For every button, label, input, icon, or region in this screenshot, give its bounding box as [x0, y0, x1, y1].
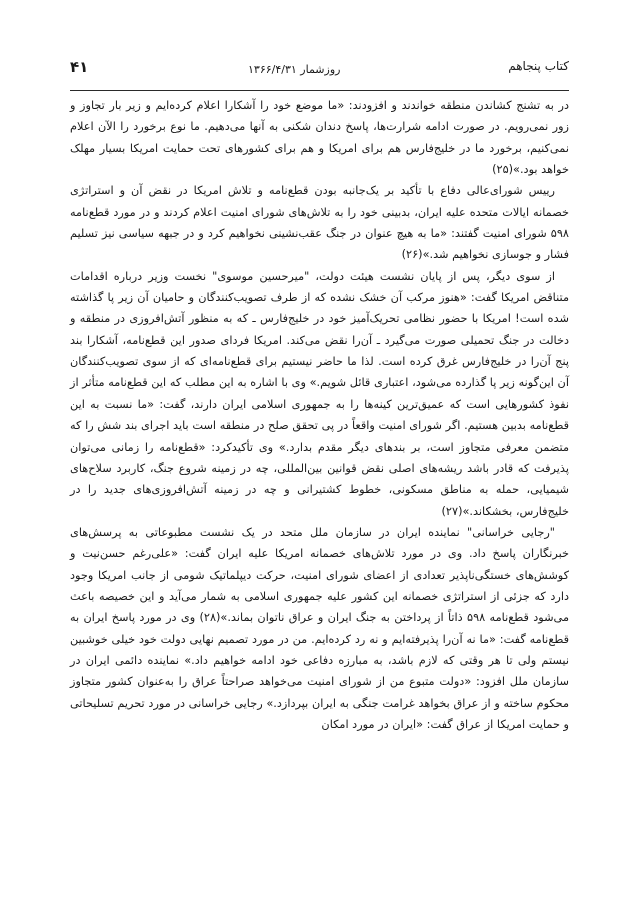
body-text	[70, 95, 569, 735]
running-date: روزشمار ۱۳۶۶/۴/۳۱	[248, 63, 341, 76]
paragraph: از سوی دیگر، پس از پایان نشست هیئت دولت، "میرحسین موسوی" نخست وزیر درباره اقدامات متناقض امریکا گفت: «هنوز مرکب آن خشک نشده که از طرف تصویب‌کنندگان و حامیان آن زیر پا گذاشته شده است! امریکا با حضور نظامی تحریک‌آمیز خود در خلیج‌فارس ـ که به منظور آتش‌افروزی در منطقه و دخالت در جنگ تحمیلی صورت می‌گیرد ـ آن‌را نقض می‌کند. امریکا فردای صدور این قطع‌نامه، آشکارا بند پنج آن‌را در خلیج‌فارس غرق کرده است. لذا ما حاضر نیستیم برای قطع‌نامه‌ای که از سوی تصویب‌کنندگان آن این‌گونه زیر پا گذارده می‌شود، اعتباری قائل شویم.» وی با اشاره به این مطلب که این قطع‌نامه متأثر از نفوذ کشورهایی است که عمیق‌ترین کینه‌ها را به جمهوری اسلامی ایران دارند، گفت: «ما نسبت به این قطع‌نامه بدبین هستیم. اگر شورای امنیت واقعاً در پی تحقق صلح در منطقه است باید اجرای بند شش را که متضمن معرفی متجاوز است، بر بندهای دیگر مقدم بدارد.» وی تأکیدکرد: «قطع‌نامه را زمانی می‌توان پذیرفت که قادر باشد ریشه‌های اصلی نقض قوانین بین‌المللی، چه در زمینه شروع جنگ، کاربرد سلاح‌های شیمیایی، حمله به مناطق مسکونی، خطوط کشتیرانی و چه در زمینه آتش‌افروزی‌های جدید را در خلیج‌فارس، بخشکاند.»(۲۷)	[70, 269, 569, 518]
paragraph: در به تشنج کشاندن منطقه خواندند و افزودند: «ما موضع خود را آشکارا اعلام کرده‌ایم و زیر بار تجاوز و زور نمی‌رویم. در صورت ادامه شرارت‌ها، پاسخ دندان شکنی به آنها می‌دهیم. ما نوع برخورد را الآن اعلام نمی‌کنیم، برخورد ما در خلیج‌فارس هم برای امریکا و هم برای کشورهای تحت حمایت امریکا بسیار مهلک خواهد بود.»(۲۵)	[70, 99, 569, 177]
paragraph: رییس شورای‌عالی دفاع با تأکید بر یک‌جانبه بودن قطع‌نامه و تلاش امریکا در نقض آن و استراتژی خصمانه ایالات متحده علیه ایران، بدبینی خود را به تلاش‌های شورای امنیت اعلام کردند و در مورد قطع‌نامه ۵۹۸ شورای امنیت گفتند: «ما به هیچ عنوان در جنگ عقب‌نشینی نخواهیم کرد و در جبهه سیاسی نیز تسلیم فشار و جوسازی نخواهیم شد.»(۲۶)	[70, 184, 569, 262]
book-title: کتاب پنجاهم	[508, 59, 569, 73]
page-header	[70, 58, 569, 91]
paragraph: "رجایی خراسانی" نماینده ایران در سازمان ملل متحد در یک نشست مطبوعاتی به پرسش‌های خبرنگاران پاسخ داد. وی در مورد تلاش‌های خصمانه امریکا علیه ایران گفت: «علی‌رغم حسن‌نیت و کوشش‌های خستگی‌ناپذیر تعدادی از اعضای شورای امنیت، حرکت دیپلماتیک شومی از جانب امریکا وجود دارد که جزئی از استراتژی خصمانه این کشور علیه جمهوری اسلامی به شمار می‌آید و این خصیصه باعث می‌شود قطع‌نامه ۵۹۸ ذاتاً از پرداختن به جنگ ایران و عراق ناتوان بماند.»(۲۸) وی در مورد پاسخ ایران به قطع‌نامه گفت: «ما نه آن‌را پذیرفته‌ایم و نه رد کرده‌ایم. من در مورد تصمیم نهایی دولت خود خیلی خوشبین نیستم ولی تا هر وقتی که لازم باشد، به مبارزه دفاعی خود ادامه خواهیم داد.» نماینده دائمی ایران در سازمان ملل افزود: «دولت متبوع من از شورای امنیت می‌خواهد صراحتاً عراق را به‌عنوان کشور متجاوز محکوم ساخته و از عراق بخواهد غرامت جنگی به ایران بپردازد.» رجایی خراسانی در مورد تحریم تسلیحاتی و حمایت امریکا از عراق گفت: «ایران در مورد امکان	[70, 525, 569, 731]
page-number: ۴۱	[70, 58, 89, 76]
